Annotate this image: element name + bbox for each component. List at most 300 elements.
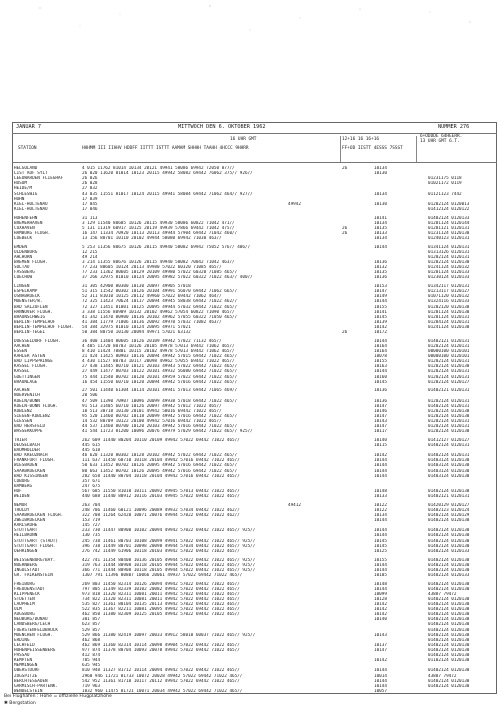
- station-name: SAARBRUECKEN FLUGH.: [14, 513, 64, 519]
- readings: 27 449 11477 80703 10122 20101 49932 56080 69442 71022 465//: [82, 369, 238, 375]
- readings: 37 266 32975 81010 10124 20095 49982 57022 60322 71022 463// 400//: [82, 275, 253, 281]
- readings: 5 131 11319 60917 10125 20119 49939 57866 69442 71042 475//: [82, 225, 235, 231]
- station-name: HELGOLAND: [14, 166, 38, 171]
- remarks: 01202124 0120131: [428, 374, 470, 380]
- readings: 75 444 11540 80702 10120 20101 49959 57022 69442 71022 465//: [82, 374, 238, 380]
- readings: 77 233 80605 10124 20113 49980 57022 60320 71085 465//: [82, 265, 222, 271]
- header-number: NUMMER 276: [438, 124, 470, 130]
- readings: 247 675: [82, 483, 101, 489]
- station-name: KASSEL FLUGH.: [14, 364, 48, 370]
- station-name: KEMPTEN: [14, 658, 33, 664]
- remarks: 01402124 0120129: [428, 513, 470, 519]
- pressure: 10145: [374, 314, 387, 320]
- station-name: BERLIN-TEMPELHOF: [14, 319, 56, 325]
- station-name: HEILBRONN: [14, 533, 38, 539]
- readings: 276 742 11449 61906 10118 20103 49942 57022 69442 71022 465//: [82, 548, 240, 554]
- remarks: 01402124 0120130: [428, 543, 470, 549]
- pressure: 10148: [374, 581, 387, 587]
- station-name: HOHENPEISSENBERG: [14, 647, 56, 653]
- remarks: 01202124 0120131: [428, 398, 470, 404]
- readings: 529 866 11380 82419 10097 20033 49912 58018 60037 71022 465// 925//: [82, 632, 256, 638]
- readings: 567 685 11550 81010 10111 20092 49945 57013 69442 71022 465//: [82, 489, 240, 495]
- readings: 41 544 11723 81200 10096 20076 49979 57029 69442 71022 465// 925//: [82, 429, 253, 435]
- remarks: 01202124 0120013: [428, 201, 470, 207]
- right-subheading: 13 UHR GMT 6.T.: [420, 139, 460, 144]
- readings: 17 046: [82, 206, 98, 212]
- station-name: LUECHOW: [14, 275, 33, 281]
- remarks: 01412124 0120122: [428, 206, 470, 212]
- station-name: FREIBURG: [14, 581, 35, 587]
- station-name: HUSUM: [14, 181, 27, 187]
- readings: 635 945: [82, 663, 101, 669]
- pressure: 10134: [374, 236, 387, 242]
- station-name: NEMUR: [14, 502, 27, 508]
- station-name: KARLSRUHE: [14, 523, 38, 529]
- pressure: 10155: [374, 304, 387, 310]
- pressure: 10149: [374, 294, 387, 300]
- remarks: 01402124 0120130: [428, 622, 470, 628]
- station-name: WASSERKUPPE: [14, 429, 43, 435]
- station-name: SCHLESWIG: [14, 191, 38, 197]
- station-name: KIEL-HOLTENAU: [14, 201, 48, 207]
- code: 26: [342, 225, 348, 231]
- pressure: 10147: [374, 289, 387, 295]
- remarks: 01402124 0120130: [428, 653, 470, 659]
- readings: 282 658 11440 80704 10118 20104 49942 57016 69442 71022 465//: [82, 473, 240, 479]
- readings: 17 045: [82, 201, 98, 207]
- remarks: 01402124 0120130: [428, 528, 470, 534]
- station-name: BERLIN-TEGEL: [14, 330, 46, 336]
- readings: 719 963: [82, 683, 101, 689]
- station-name: BERCHTESGADEN: [14, 678, 48, 684]
- remarks: 01204124 0120131: [428, 319, 470, 325]
- pressure: 10125: [374, 548, 387, 554]
- pressure: 10099: [374, 591, 387, 597]
- remarks: 01402124 0120130: [428, 518, 470, 524]
- remarks: 01202124 0120130: [428, 260, 470, 266]
- readings: 973 818 11320 82311 10081 20011 49942 57022 69442 71022 465//: [82, 591, 240, 597]
- station-name: WIESBADEN: [14, 463, 38, 469]
- readings: 810 948 11327 81712 10114 20094 49942 57022 69442 71022 465//: [82, 668, 240, 674]
- remarks: 01324116 0120133: [428, 299, 470, 305]
- readings: 111 637 11450 60710 10118 20104 49942 57016 69442 71022 465//: [82, 458, 240, 464]
- station-name: SAARBRUECKEN: [14, 468, 46, 474]
- station-name: AHLHORN: [14, 254, 33, 260]
- footnote-airports: Bei Flughäfen : Höhe = offizielle Flugplatzhöhe: [4, 694, 112, 699]
- station-name: FRANKFURT FLUGH.: [14, 458, 56, 464]
- pressure: 10144: [374, 528, 387, 534]
- remarks: 01202124 0120131: [428, 254, 470, 260]
- station-name: HOHENFEHN: [14, 215, 38, 221]
- readings: 72 325 11423 70624 10117 20094 49945 58038 69442 71022 462//: [82, 299, 238, 305]
- remarks: 01202124 0120131: [428, 343, 470, 349]
- right-heading: 6+ODDDE 64HEERR.: [420, 134, 463, 139]
- readings: 80 663 11452 80702 10126 20095 49942 57016 69442 71022 465//: [82, 468, 238, 474]
- remarks: 01403124 0120130: [428, 473, 470, 479]
- readings: 797 805 11349 82339 10102 20082 49942 57022 69442 71022 465//: [82, 586, 240, 592]
- scan-noise: [0, 0, 504, 40]
- readings: 36 400 11404 80605 10126 20109 49942 57022 71132 465//: [82, 338, 222, 344]
- pressure: 10130: [374, 201, 387, 207]
- readings: 3 129 11540 80685 10126 20115 49930 58086 60822 71042 471//: [82, 220, 235, 226]
- pressure: 10136: [374, 388, 387, 394]
- remarks: 01313126 0120131: [428, 249, 470, 255]
- station-name: KASSEL: [14, 369, 30, 375]
- remarks: 43887 79472: [428, 591, 457, 597]
- remarks: 01402124 0120131: [428, 443, 470, 449]
- station-name: BREMERHAVEN: [14, 220, 43, 226]
- station-name: ULM: [14, 607, 22, 613]
- pressure: 10117: [374, 429, 387, 435]
- table-row: [14, 330, 495, 335]
- pressure: 10142: [374, 601, 387, 607]
- pressure: 10143: [374, 632, 387, 638]
- station-name: OLDENBURG: [14, 249, 38, 255]
- extra-group: 49412: [288, 502, 301, 508]
- readings: 445 618: [82, 448, 101, 454]
- remarks: 01402124 0120130: [428, 627, 470, 633]
- pressure: 10155: [374, 557, 387, 563]
- pressure: 10144: [374, 468, 387, 474]
- pressure: 10144: [374, 533, 387, 539]
- station-name: LINGEN: [14, 284, 30, 290]
- station-name: SIEGEN-KOBLENZ: [14, 413, 51, 419]
- readings: 5 253 11356 80675 10126 20115 49940 58082 69942 75052 576// 406//: [82, 244, 251, 250]
- pressure: 10144: [374, 683, 387, 689]
- readings: 319 763 11444 80908 10118 20105 49944 57022 69442 71022 465// 925//: [82, 562, 256, 568]
- remarks: 01213117 0120127: [428, 289, 470, 295]
- station-name: STOETTEN: [14, 596, 35, 602]
- remarks: 01420129 0120127: [428, 502, 470, 508]
- remarks: 01202124 0120131: [428, 369, 470, 375]
- pressure: 10142: [374, 453, 387, 459]
- station-name: OEHRINGEN: [14, 548, 38, 554]
- readings: 366 771 11444 80908 10118 20105 49944 57022 69442 71022 465// 925//: [82, 567, 256, 573]
- station-name: HOHN: [14, 196, 25, 202]
- station-name: GARMISCH-PARTENK.: [14, 683, 58, 689]
- readings: 51 315 11542 80302 10126 20104 49991 56070 69442 71062 665//: [82, 289, 238, 295]
- readings: 10 513 30718 10130 20101 49942 58016 69442 71022 465//: [82, 408, 222, 414]
- readings: 8 410 11424 70801 10115 20102 49978 57013 69442 71062 465//: [82, 348, 235, 354]
- pressure: 10141: [374, 309, 387, 315]
- readings: 54 384 32975 81010 10124 20095 49971 57021: [82, 324, 191, 330]
- pressure: 10135: [374, 225, 387, 231]
- remarks: 01402124 0120133: [428, 215, 470, 221]
- table-row: [14, 429, 495, 434]
- station-name: LANDSBERG/LECH: [14, 622, 51, 628]
- pressure: 10128: [374, 596, 387, 602]
- station-name: LIST AUF SYLT: [14, 171, 48, 177]
- remarks: 01202124 0120130: [428, 408, 470, 414]
- remarks: 01402124 0120130: [428, 562, 470, 568]
- remarks: 01402124 0120130: [428, 637, 470, 643]
- remarks: 01231175 0118: [428, 176, 462, 182]
- readings: 462 868: [82, 637, 101, 643]
- station-name: NOERVENICH: [14, 393, 40, 399]
- station-name: PASSAU: [14, 653, 30, 659]
- pressure: 10148: [374, 489, 387, 495]
- remarks: 01342117 0120131: [428, 284, 470, 290]
- pressure: 10144: [374, 668, 387, 674]
- station-name: BRAUNSCHWEIG: [14, 314, 46, 320]
- station-name: BAD KREUZNACH: [14, 453, 48, 459]
- station-name: KLIPPENECK: [14, 591, 40, 597]
- readings: 3 214 11355 80676 10126 20115 49940 58082 70042 71042 463//: [82, 260, 235, 266]
- table-row: [14, 275, 495, 280]
- station-name: LECHFELD: [14, 642, 35, 648]
- station-name: AACHEN: [14, 388, 30, 394]
- table-row: [14, 236, 495, 241]
- pressure: 10144: [374, 518, 387, 524]
- station-name: MEMMINGEN: [14, 663, 38, 669]
- remarks: 01202124 0120127: [428, 379, 470, 385]
- remarks: 01021172 0119: [428, 181, 462, 187]
- station-name: KOELN/BONN: [14, 398, 40, 404]
- remarks: 01201124 0120133: [428, 270, 470, 276]
- remarks: 01403124 0120130: [428, 468, 470, 474]
- pressure: 10144: [374, 567, 387, 573]
- readings: 3 338 11556 80909 10132 20102 49962 57054 60822 71090 465//: [82, 309, 235, 315]
- readings: 50 633 11452 80702 10126 20095 49942 57016 69442 71022 465//: [82, 463, 238, 469]
- station-name: MUENSTER/W.: [14, 299, 43, 305]
- station-name: ZUGSPITZE: [14, 673, 38, 679]
- pressure: 10136: [374, 275, 387, 281]
- pressure: 10135: [374, 270, 387, 276]
- readings: 17 039: [82, 196, 98, 202]
- station-name: NUERNBERG: [14, 562, 38, 568]
- pressure: 10147: [374, 403, 387, 409]
- station-name: FASSBERG: [14, 270, 35, 276]
- pressure: 10134: [374, 513, 387, 519]
- remarks: 01402124 0120130: [428, 567, 470, 573]
- readings: 4 405 11720 80703 10126 20105 49978 57013 69442 71062 465//: [82, 343, 235, 349]
- station-name: INGOLSTADT: [14, 567, 40, 573]
- station-name: ESPELKAMP: [14, 289, 38, 295]
- readings: 27 501 11440 61304 10114 20101 49941 57013 69442 71065 469//: [82, 388, 238, 394]
- remarks: 01402124 0120130: [428, 668, 470, 674]
- station-table: [14, 166, 495, 694]
- pressure: 10144: [374, 562, 387, 568]
- station-name: ESSEN: [14, 348, 27, 354]
- station-name: KIEL-HOLTENAU: [14, 206, 48, 212]
- readings: 44 537 11460 80700 10120 20103 49942 57016 69442 71022 465//: [82, 424, 238, 430]
- remarks: 01240123 0120131: [428, 236, 470, 242]
- remarks: 01402124 0120130: [428, 557, 470, 563]
- remarks: 01402124 0120131: [428, 403, 470, 409]
- remarks: 01071120 0120132: [428, 294, 470, 300]
- remarks: 01402124 0120130: [428, 678, 470, 684]
- pressure: 10136: [374, 398, 387, 404]
- readings: 1307 791 11396 80807 10066 20061 49937 57022 69442 71022 465//: [82, 572, 243, 578]
- station-name: ZWEIBRUECKEN: [14, 518, 46, 524]
- table-row: [14, 380, 495, 385]
- station-name: AACHEN: [14, 343, 30, 349]
- pressure: 10163: [374, 364, 387, 370]
- readings: 41 384 11779 71006 10136 20092 49970 57032 71082 463//: [82, 319, 222, 325]
- station-name: STUTTGART FLUGH.: [14, 543, 56, 549]
- station-name: BAD SALZUFLEN: [14, 304, 48, 310]
- station-name: BERLIN-TEMPELHOF FLUGH.: [14, 324, 74, 330]
- readings: 95 520 11460 80702 10118 20099 49942 57016 69442 71022 465//: [82, 413, 238, 419]
- readings: 4 430 11527 80703 10117 20098 49962 57055 69442 71022 465//: [82, 359, 235, 365]
- station-name: ERDING: [14, 637, 30, 643]
- pressure: 10144: [374, 338, 387, 344]
- table-row: [14, 207, 495, 212]
- station-name: KOELN-BONN FLUGH.: [14, 403, 58, 409]
- station-name: STUTTGART: [14, 528, 38, 534]
- readings: 522 835 11367 82211 10081 20095 49942 57022 69442 71022 465//: [82, 607, 240, 613]
- readings: 422 741 11354 80408 10136 20105 49944 57022 69442 71022 465// 925//: [82, 557, 256, 563]
- readings: 52 311 81010 10125 20112 49960 57022 69442 71062 464//: [82, 294, 222, 300]
- remarks: 43887 79472: [428, 673, 457, 679]
- remarks: 01202124 0120130: [428, 413, 470, 419]
- pressure: 10164: [374, 348, 387, 354]
- pressure: 10144: [374, 369, 387, 375]
- station-name: KOBLENZ: [14, 408, 33, 414]
- pressure: 10164: [374, 343, 387, 349]
- readings: 27 438 11445 80710 10121 20103 49943 57022 69442 71022 465//: [82, 364, 238, 370]
- header-left: JANUAR 7: [16, 124, 41, 130]
- pressure: 10122: [374, 502, 387, 508]
- station-name: GIESSEN: [14, 419, 33, 424]
- station-name: COBURG: [14, 478, 30, 484]
- remarks: 01402121 0120131: [428, 388, 470, 394]
- remarks: 01402124 0120130: [428, 533, 470, 539]
- remarks: 01412127 0120127: [428, 437, 470, 443]
- remarks: 01402124 0120133: [428, 572, 470, 578]
- readings: 14 532 80709 10122 20100 49942 57016 69442 71022 465//: [82, 419, 222, 424]
- station-name: CUXHAVEN: [14, 225, 35, 231]
- remarks: 01231124 0120130: [428, 230, 470, 236]
- pressure: 10139: [374, 319, 387, 325]
- readings: 262 609 11440 80204 10110 20109 49942 57022 69442 71022 465//: [82, 437, 240, 443]
- table-row: [14, 549, 495, 554]
- readings: 21 424 11425 80903 10116 20094 49942 57015 69442 71022 465//: [82, 354, 238, 360]
- readings: 31 305 42900 80300 10130 20097 49905 57018: [82, 284, 191, 290]
- remarks: 01121123 7442: [428, 191, 462, 197]
- code: 26: [342, 230, 348, 236]
- remarks: 01402121 0120131: [428, 338, 470, 344]
- code: 26: [342, 166, 348, 171]
- remarks: 01241124 0120130: [428, 324, 470, 330]
- remarks: 01402124 0120130: [428, 617, 470, 623]
- remarks: 01402124 0120130: [428, 581, 470, 587]
- pressure: 10142: [374, 658, 387, 664]
- readings: 357 671: [82, 478, 101, 484]
- pressure: 10153: [374, 284, 387, 290]
- pressure: 10142: [374, 324, 387, 330]
- readings: 43 035 11551 81017 10124 20115 49941 58084 69442 71062 464// 927//: [82, 191, 253, 197]
- remarks: 01201124 0120144: [428, 220, 470, 226]
- readings: 27 032: [82, 186, 98, 192]
- station-name: HOF: [14, 489, 22, 495]
- station-name: TROLDY: [14, 507, 30, 513]
- pressure: 10137: [374, 642, 387, 648]
- pressure: 10134: [374, 220, 387, 226]
- readings: 26 020 11620 81014 10123 20115 49942 58082 69442 76062 375// 926//: [82, 171, 253, 177]
- pressure: 10147: [374, 413, 387, 419]
- time-heading: 16 UHR GMT: [230, 137, 257, 142]
- readings: 535 827 11361 80104 10135 20113 49942 57022 69442 71022 465//: [82, 601, 240, 607]
- pressure: 10142: [374, 607, 387, 613]
- readings: 396 738 11449 80701 10098 20098 49944 57034 69442 71022 465// 925//: [82, 543, 256, 549]
- station-name: BAUMHOLDER: [14, 448, 40, 454]
- station-name: SOLTAU: [14, 265, 30, 271]
- readings: 977 874 11378 80704 10093 20078 49942 57022 69442 71022 465//: [82, 647, 240, 653]
- pressure: 10143: [374, 419, 387, 424]
- remarks: 01230124 0120133: [428, 275, 470, 281]
- station-name: EMDEN: [14, 244, 27, 250]
- station-name: OBERSTDORF: [14, 668, 40, 674]
- remarks: 01402124 0120130: [428, 642, 470, 648]
- remarks: 01403124 0120130: [428, 458, 470, 464]
- pressure: 10145: [374, 538, 387, 544]
- remarks: 01402124 0120130: [428, 683, 470, 689]
- station-name: WENDELSTEIN: [14, 688, 43, 694]
- station-name: BAMBERG: [14, 483, 33, 489]
- table-row: [14, 573, 495, 578]
- readings: 445 615: [82, 443, 101, 449]
- pressure: 10057: [374, 688, 387, 694]
- readings: 248 706 11460 60121 10096 20089 49932 57034 69442 71022 462//: [82, 507, 240, 513]
- station-name: FREUDENSTADT: [14, 586, 46, 592]
- pressure: 10132: [374, 265, 387, 271]
- remarks: 01402124 0120130: [428, 538, 470, 544]
- pressure: 10145: [374, 379, 387, 385]
- pressure: 10155: [374, 359, 387, 365]
- readings: 623 857: [82, 622, 101, 628]
- station-name: STUTTGART (STADT): [14, 538, 58, 544]
- remarks: 01402124 0120130: [428, 586, 470, 592]
- readings: 381 857: [82, 617, 101, 623]
- pressure: 10133: [374, 230, 387, 236]
- remarks: 01403124 0120130: [428, 463, 470, 469]
- remarks: 01402124 0120130: [428, 647, 470, 653]
- pressure: 10105: [374, 572, 387, 578]
- readings: 2960 946 11721 81733 10072 20028 49942 57022 69442 71022 465//: [82, 673, 243, 679]
- remarks: 01402123 0120124: [428, 507, 470, 513]
- remarks: 00000100 0120101: [428, 354, 470, 360]
- readings: 31 113: [82, 215, 98, 221]
- column-divider: [416, 136, 417, 162]
- remarks: 01201124 0120130: [428, 309, 470, 315]
- readings: 50 384 80750 10130 20094 49971 57021 63132: [82, 330, 191, 336]
- pressure: 10144: [374, 473, 387, 479]
- pressure: 10078: [374, 354, 387, 360]
- readings: 77 233 11362 80605 10129 20109 49980 57022 60320 71085 465//: [82, 270, 238, 276]
- code: 26: [342, 330, 348, 336]
- readings: 440 688 11440 80912 10116 20103 49945 57022 69442 71022 465//: [82, 494, 240, 500]
- station-name: BAD LIPPSPRINGE: [14, 359, 53, 365]
- readings: 322 708 11264 62420 10071 20076 49944 57022 69442 71022 462//: [82, 513, 240, 519]
- pressure: 10140: [374, 617, 387, 623]
- remarks: 01341124 0120131: [428, 244, 470, 250]
- mid-heading: 12+16 16 16+16: [342, 137, 380, 142]
- header-date: MITTWOCH DEN 6. OKTOBER 1962: [178, 124, 266, 130]
- station-name: AUGSBURG: [14, 612, 35, 618]
- remarks: 01202124 0120130: [428, 364, 470, 370]
- readings: 412 874: [82, 653, 101, 659]
- pressure: 10115: [374, 443, 387, 449]
- readings: 47 509 11390 70907 10096 20099 49938 57018 69442 71022 465//: [82, 398, 238, 404]
- pressure: 10122: [374, 507, 387, 513]
- station-name: DEUSELBACH: [14, 443, 40, 449]
- readings: 153 719: [82, 518, 101, 524]
- pressure: 10136: [374, 260, 387, 266]
- remarks: 01201124 0120131: [428, 314, 470, 320]
- readings: 529 857: [82, 627, 101, 633]
- remarks: 00000100 0120101: [428, 348, 470, 354]
